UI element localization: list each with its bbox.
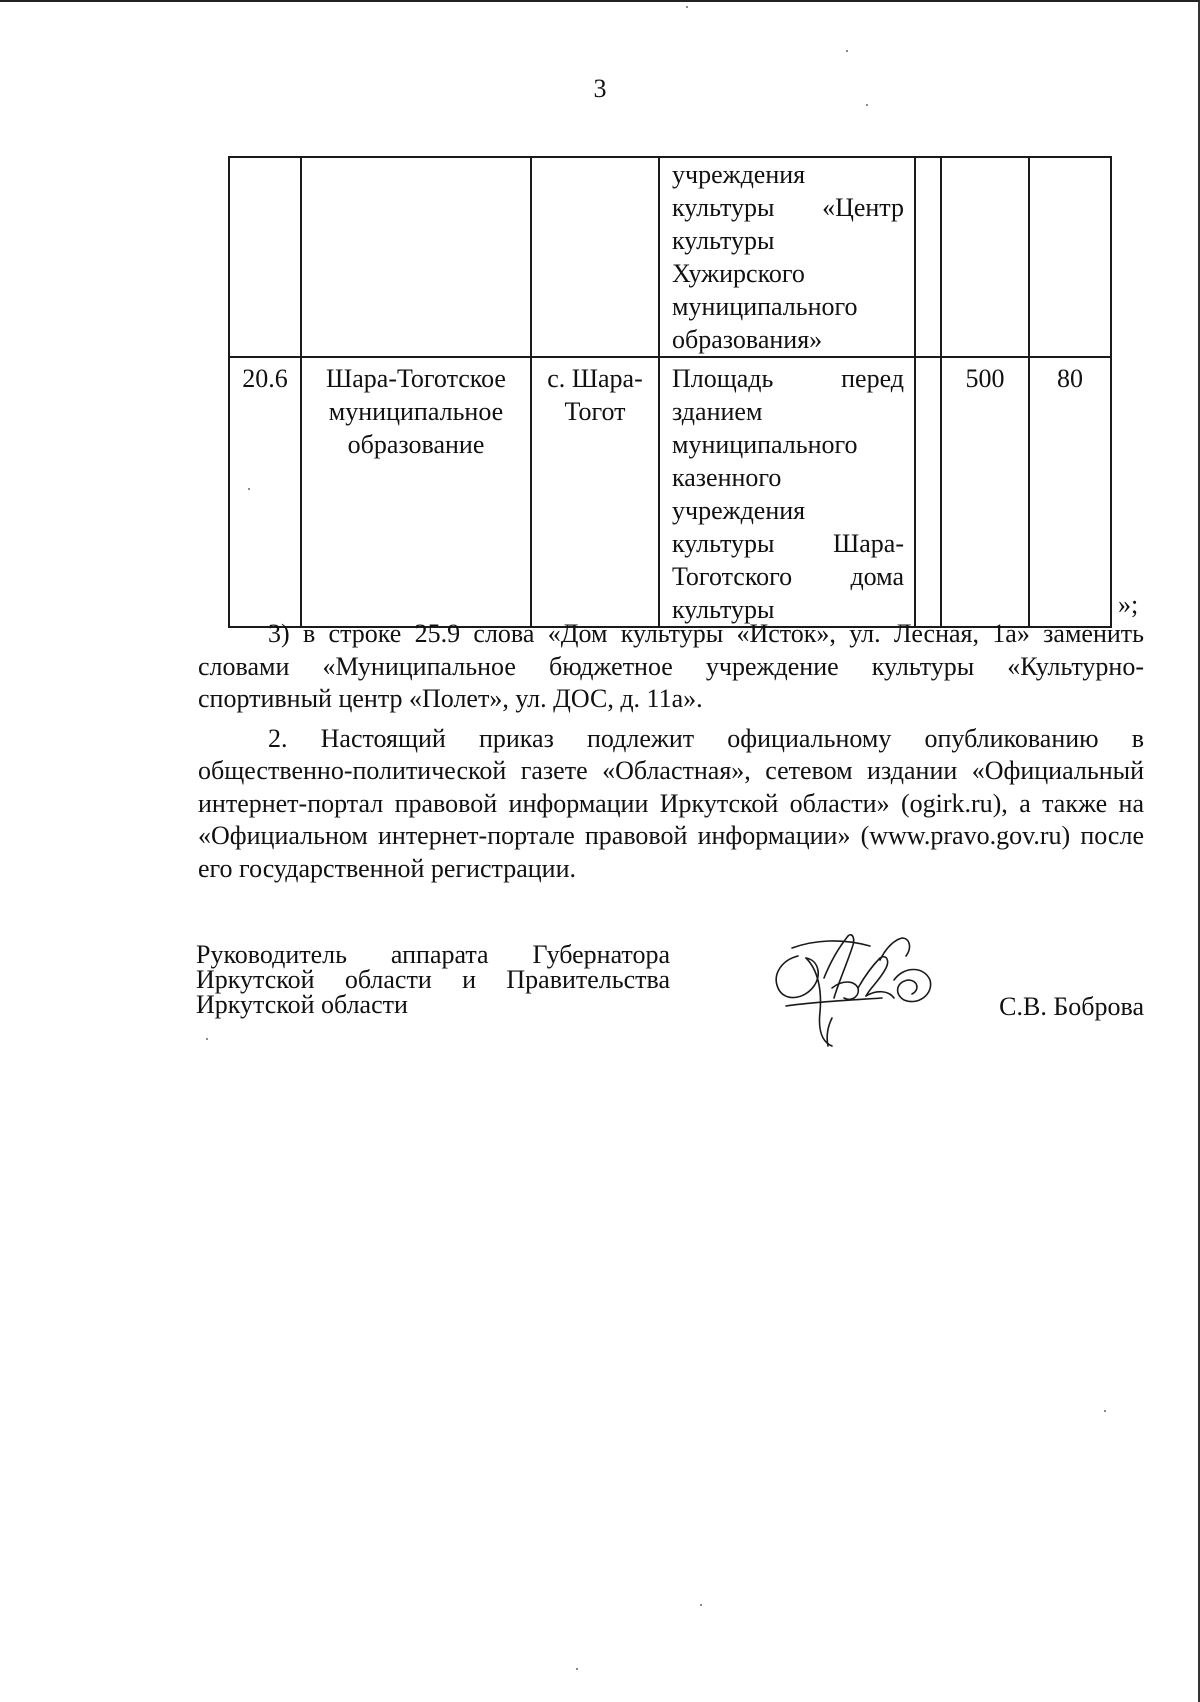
municipality-cell xyxy=(301,157,531,357)
place-description-line: культуры Шара- xyxy=(672,529,904,558)
place-description-line: муниципального xyxy=(672,292,858,321)
table-row xyxy=(229,357,1111,627)
settlement-cell xyxy=(531,157,659,357)
scan-speck xyxy=(576,1668,578,1670)
signatory-title-line: Иркутской области xyxy=(196,990,408,1019)
place-description xyxy=(660,362,914,626)
settlement-cell: с. Шара-Тогот xyxy=(531,357,659,627)
place-description-line: Хужирского xyxy=(672,259,805,288)
blank-cell xyxy=(915,157,941,357)
signatory-name: С.В. Боброва xyxy=(999,992,1144,1021)
scan-speck xyxy=(206,1038,208,1040)
place-description-line: учреждения xyxy=(672,496,806,525)
scan-speck xyxy=(1104,1410,1106,1412)
capacity-cell: 80 xyxy=(1029,357,1111,627)
capacity-cell xyxy=(1029,157,1111,357)
place-cell xyxy=(659,357,915,627)
municipality-name: Шара-Тоготское муниципальное образование xyxy=(326,364,506,459)
scan-speck xyxy=(866,104,868,106)
municipality-cell xyxy=(301,357,531,627)
place-description-line: муниципального xyxy=(672,430,858,459)
row-number-cell xyxy=(229,157,301,357)
place-description-line: Площадь перед xyxy=(672,364,904,393)
place-description-line: культуры xyxy=(672,226,775,255)
area-cell xyxy=(941,157,1029,357)
place-description-line: учреждения xyxy=(672,160,806,189)
amendment-text xyxy=(198,618,1144,885)
place-cell xyxy=(659,157,915,357)
paragraph-item-2: 2. Настоящий приказ подлежит официальному опубликованию в общественно-политической газете «Областная», сетевом издании «Официальный интернет-портал правовой информации Иркутской области» (ogirk.ru), а также на «Официальном интернет-портале правовой информации» (www.pravo.gov.ru) после его государственной регистрации. xyxy=(198,723,1144,883)
signatory-title-line: Руководитель аппарата Губернатора xyxy=(196,940,670,969)
area-cell: 500 xyxy=(941,357,1029,627)
signatory-title-line: Иркутской области и Правительства xyxy=(196,965,670,994)
row-number-cell: 20.6 xyxy=(229,357,301,627)
place-description-line: культуры «Центр xyxy=(672,193,904,222)
closing-quote-mark: »; xyxy=(1118,590,1139,619)
place-description-line: казенного xyxy=(672,463,782,492)
scan-speck xyxy=(700,1604,702,1606)
place-description-line: Тоготского дома xyxy=(672,562,904,591)
scan-speck xyxy=(248,488,250,490)
paragraph-item-3: 3) в строке 25.9 слова «Дом культуры «Исток», ул. Лесная, 1а» заменить словами «Муниципальное бюджетное учреждение культуры «Культурно-спортивный центр «Полет», ул. ДОС, д. 11а». xyxy=(198,619,1144,713)
table-row xyxy=(229,157,1111,357)
place-description-line: культуры xyxy=(672,595,775,624)
sites-table xyxy=(228,156,1112,628)
place-description-line: зданием xyxy=(672,397,763,426)
place-description-line: образования» xyxy=(672,325,823,354)
blank-cell xyxy=(915,357,941,627)
scan-speck xyxy=(846,50,848,52)
page-number: 3 xyxy=(593,74,607,103)
scan-speck xyxy=(686,6,688,8)
signatory-title xyxy=(196,942,670,1017)
place-description xyxy=(660,158,914,356)
handwritten-signature xyxy=(762,918,942,1050)
